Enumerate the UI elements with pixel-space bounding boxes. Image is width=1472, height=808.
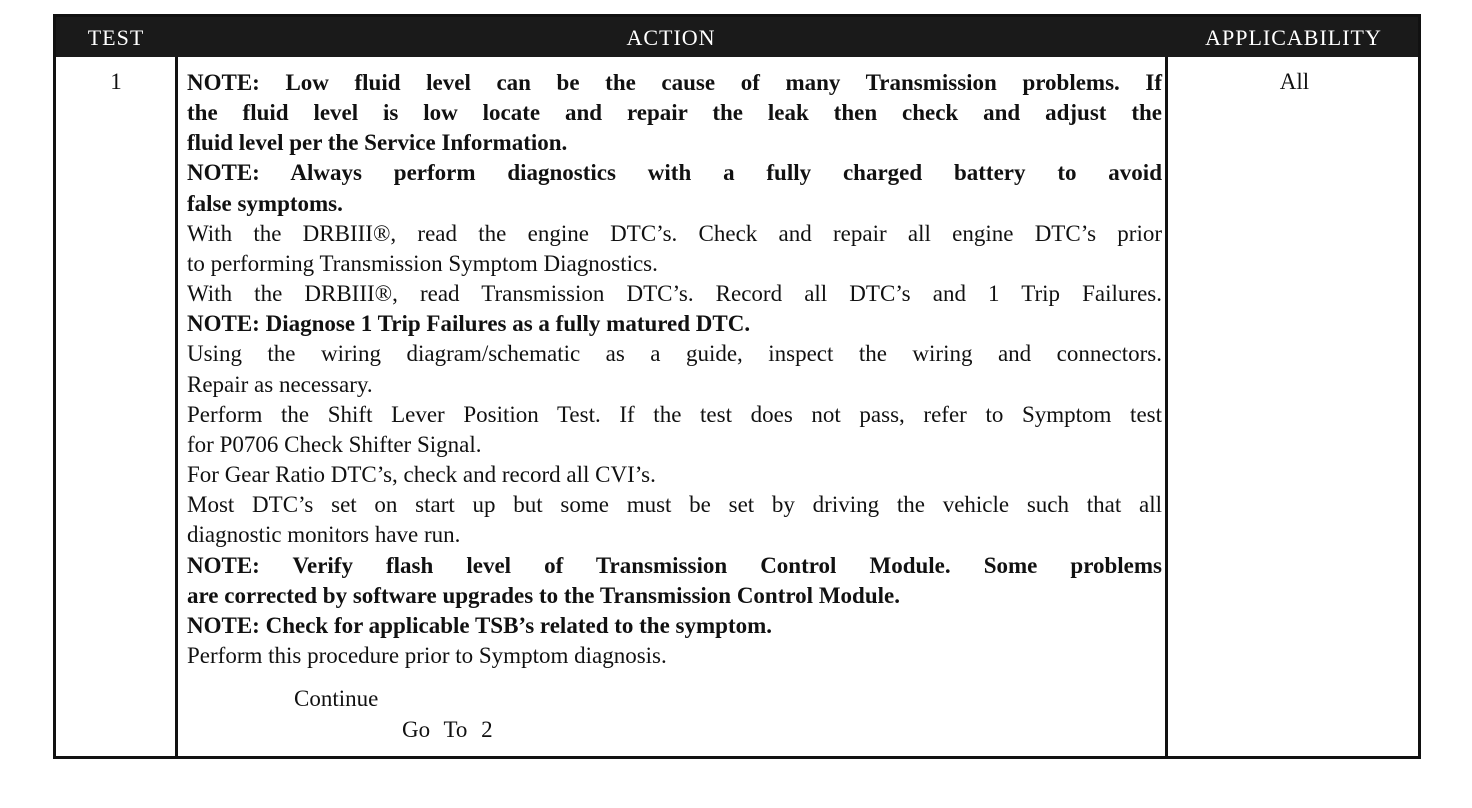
action-line: Most DTC’s set on start up but some must be set by driving the vehicle such that all <box>187 492 1162 518</box>
action-cell <box>187 68 1162 671</box>
column-header-applicability: APPLICABILITY <box>1205 25 1382 50</box>
action-line: NOTE: Low fluid level can be the cause of many Transmission problems. If <box>187 70 1162 95</box>
action-line: NOTE: Diagnose 1 Trip Failures as a fully matured DTC. <box>187 311 751 337</box>
action-line: to performing Transmission Symptom Diagnostics. <box>187 250 658 276</box>
column-divider <box>175 57 178 756</box>
column-header-action: ACTION <box>626 25 716 50</box>
action-line: are corrected by software upgrades to the Transmission Control Module. <box>187 582 900 608</box>
action-line: NOTE: Check for applicable TSB’s related to the symptom. <box>187 612 773 638</box>
action-line: Perform the Shift Lever Position Test. If the test does not pass, refer to Symptom test <box>187 401 1162 427</box>
action-line: fluid level per the Service Information. <box>187 130 568 156</box>
action-line: For Gear Ratio DTC’s, check and record all CVI’s. <box>187 462 656 488</box>
action-line: Repair as necessary. <box>187 371 373 397</box>
action-line: the fluid level is low locate and repair the leak then check and adjust the <box>187 100 1162 126</box>
procedure-table <box>53 14 1421 759</box>
test-number-cell: 1 <box>110 69 122 94</box>
action-line: Perform this procedure prior to Symptom diagnosis. <box>187 642 667 668</box>
table-header-row <box>56 17 1418 57</box>
column-divider <box>1165 57 1168 756</box>
action-line: false symptoms. <box>187 190 343 216</box>
action-line: for P0706 Check Shifter Signal. <box>187 431 482 457</box>
column-header-test: TEST <box>87 25 145 50</box>
action-line: With the DRBIII®, read Transmission DTC’s. Record all DTC’s and 1 Trip Failures. <box>187 281 1162 307</box>
goto-step: Go To 2 <box>402 717 493 742</box>
applicability-cell: All <box>1279 69 1310 94</box>
action-line: NOTE: Verify flash level of Transmission Control Module. Some problems <box>187 552 1162 578</box>
action-line: With the DRBIII®, read the engine DTC’s. Check and repair all engine DTC’s prior <box>187 220 1162 246</box>
action-line: NOTE: Always perform diagnostics with a fully charged battery to avoid <box>187 160 1162 186</box>
action-line: Using the wiring diagram/schematic as a guide, inspect the wiring and connectors. <box>187 341 1162 367</box>
continue-label: Continue <box>294 686 379 711</box>
action-line: diagnostic monitors have run. <box>187 522 461 548</box>
